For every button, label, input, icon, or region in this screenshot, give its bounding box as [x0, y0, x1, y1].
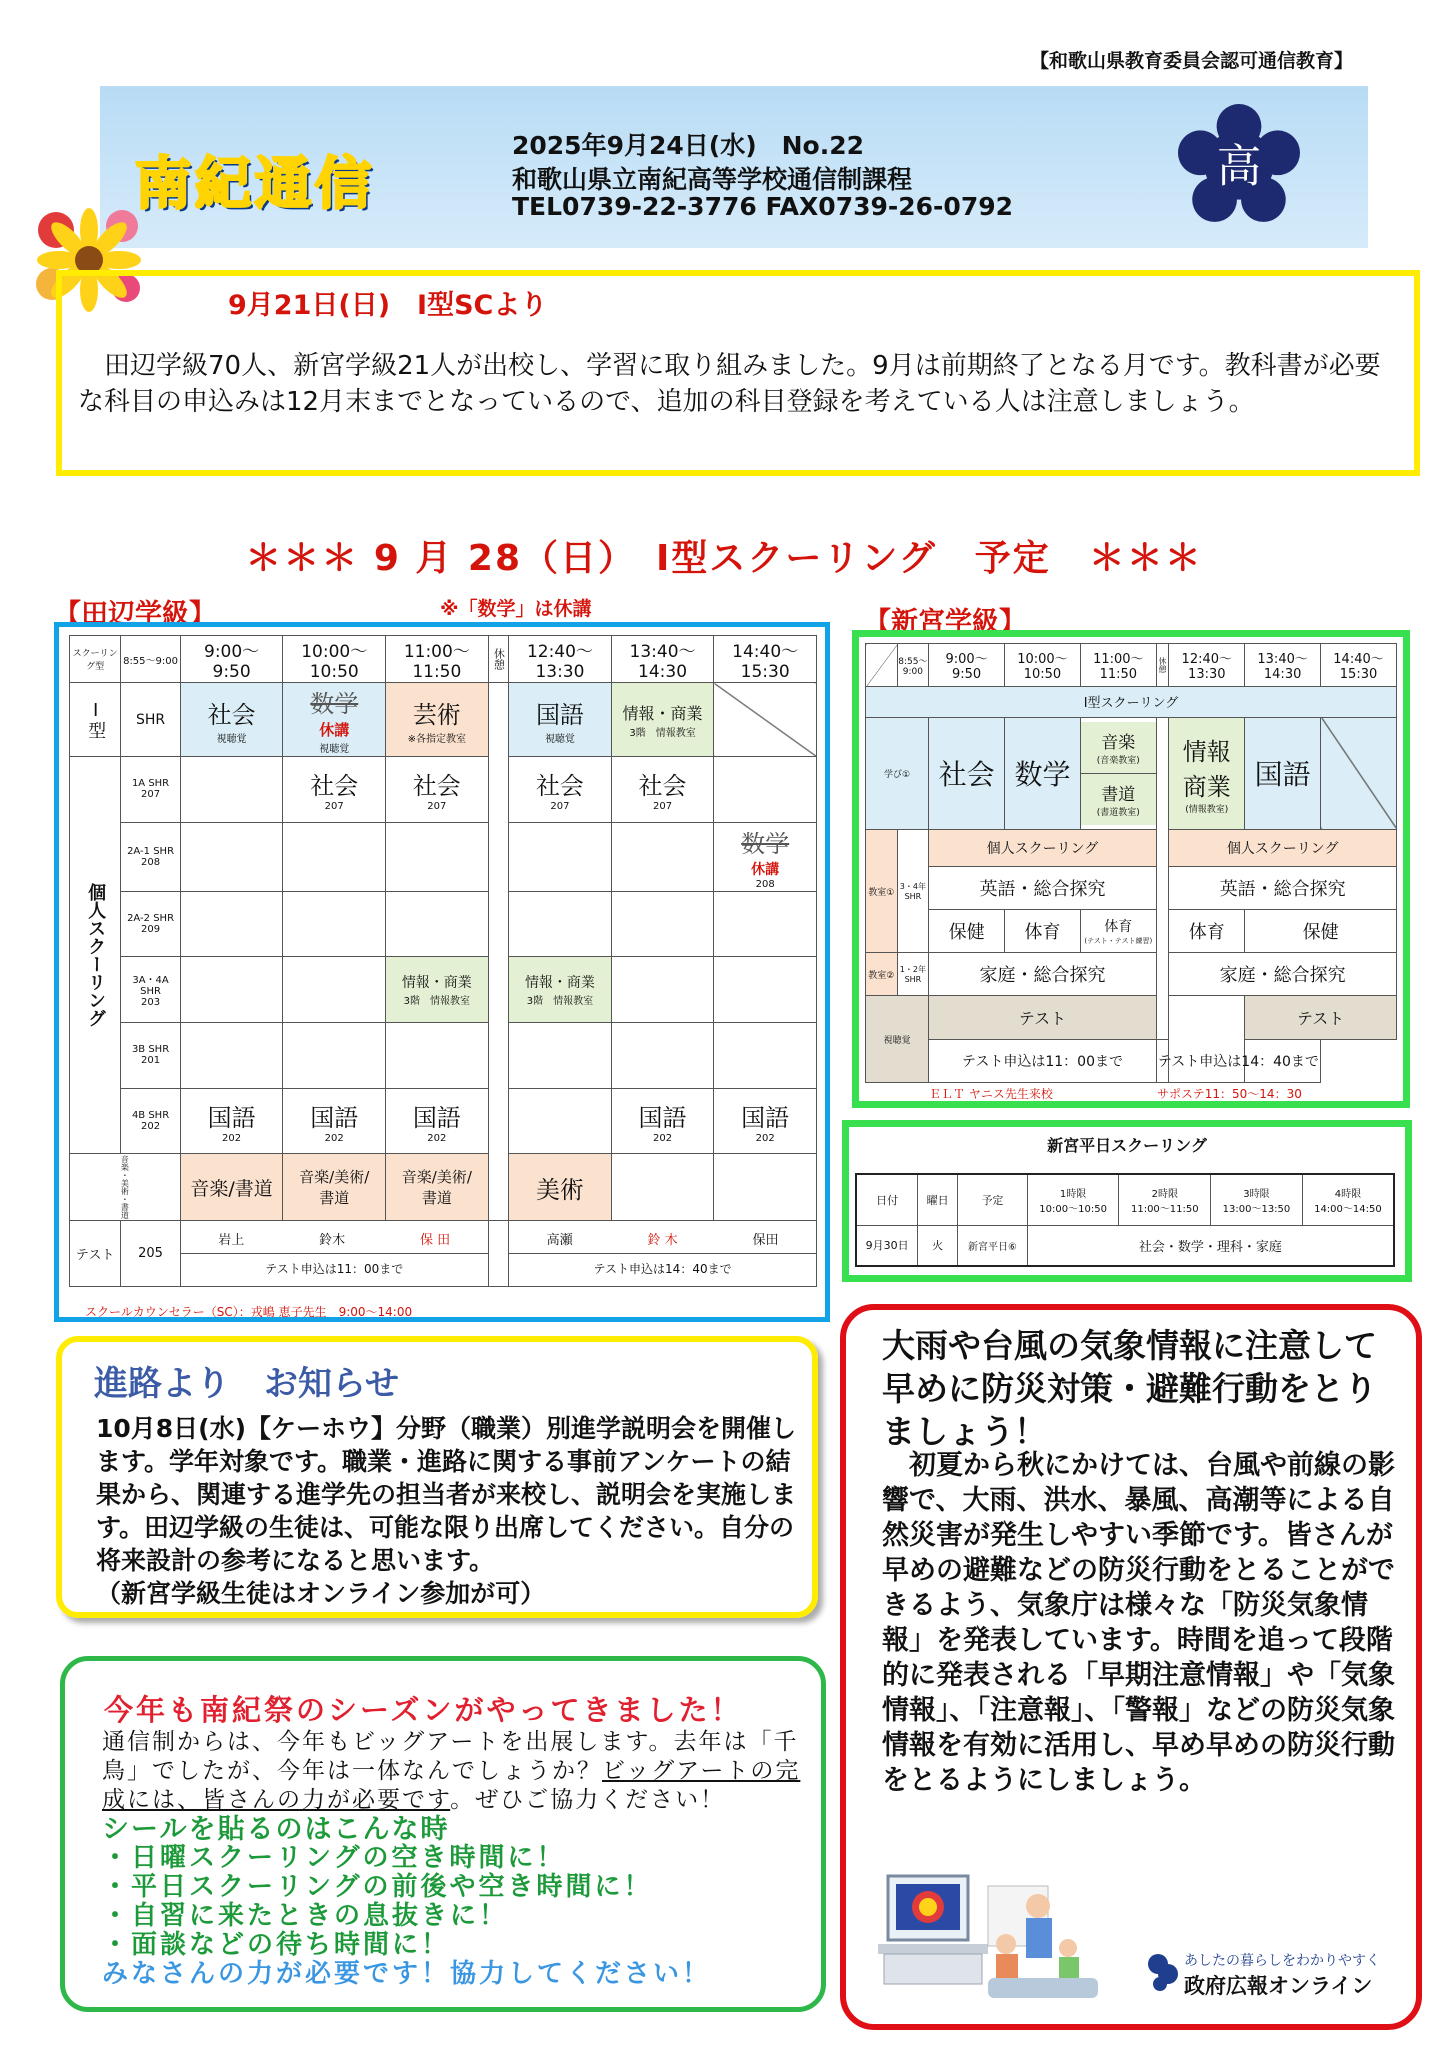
weekday-plan: 新宮平日⑥	[958, 1225, 1028, 1266]
festival-body-underline: ビッグアートの完成には、皆さんの力が必要です	[102, 1758, 801, 1813]
shingu-music-calligraphy: 音楽 (音楽教室) 書道 (書道教室)	[1080, 717, 1156, 829]
weekday-h-p1: 1時限 10:00～10:50	[1027, 1174, 1119, 1225]
shingu-home-am: 家庭・総合探究	[929, 953, 1157, 996]
shingu-type1-header: Ⅰ型スクーリング	[866, 687, 1397, 717]
authorization-label: 【和歌山県教育委員会認可通信教育】	[1030, 50, 1354, 72]
tanabe-arts-p4: 美術	[509, 1154, 612, 1221]
shingu-break: 休憩	[1156, 644, 1169, 687]
shingu-period-4: 12:40～ 13:30	[1169, 644, 1245, 687]
tanabe-period-3: 11:00～ 11:50	[386, 636, 489, 683]
weekday-title: 新宮平日スクーリング	[1047, 1136, 1207, 1155]
shingu-health-pm: 保健	[1245, 909, 1397, 952]
tanabe-t1-arts: 芸術 ※各指定教室	[386, 683, 489, 757]
tanabe-period-5: 13:40～ 14:30	[611, 636, 714, 683]
tanabe-break: 休憩	[488, 636, 509, 683]
gov-pr-logo-icon	[1146, 1952, 1180, 1992]
contact-info: TEL0739-22-3776 FAX0739-26-0792	[512, 192, 1014, 221]
tanabe-counselor-note: スクールカウンセラー（SC）：戎嶋 恵子先生 9:00～14:00	[85, 1305, 413, 1319]
tanabe-label: 【田辺学級】	[54, 599, 216, 630]
tanabe-test-label: テスト	[70, 1221, 121, 1287]
shingu-table	[865, 643, 1397, 1083]
tanabe-3a-info: 情報・商業 3階 情報教室	[386, 957, 489, 1023]
weekday-h-date: 日付	[856, 1174, 918, 1225]
shingu-pe-am: 体育	[1005, 909, 1081, 952]
shingu-test-am: テスト	[929, 996, 1157, 1039]
shingu-support-note: サポステ11：50～14：30	[1157, 1087, 1302, 1101]
tanabe-t1-japanese: 国語 視聴覚	[509, 683, 612, 757]
weekday-frame	[842, 1120, 1412, 1282]
disaster-body: 初夏から秋にかけては、台風や前線の影響で、大雨、洪水、暴風、高潮等による自然災害が発生しやすい季節です。皆さんが早めの避難などの防災行動をとることができるよう、気象庁は様々な「防災気象情報」を発表しています。時間を追って段階的に発表される「早期注意情報」や「気象情報」、「注意報」、「警報」などの防災気象情報を有効に活用し、早め早めの防災行動をとるようにしましょう。	[882, 1450, 1395, 1796]
tanabe-t1-social: 社会 視聴覚	[180, 683, 283, 757]
festival-list-item: ・面談などの待ち時間に！	[102, 1930, 451, 1960]
school-emblem-icon	[1178, 104, 1300, 226]
shingu-personal-pm: 個人スクーリング	[1169, 829, 1397, 866]
tanabe-type1-label: Ⅰ型	[70, 683, 121, 757]
shingu-head-time: 8:55～9:00	[897, 644, 929, 687]
shingu-period-1: 9:00～ 9:50	[929, 644, 1005, 687]
shingu-room2: 教室②	[866, 953, 898, 996]
tanabe-1a-p5: 社会 207	[611, 757, 714, 823]
tanabe-1a-p3: 社会 207	[386, 757, 489, 823]
tanabe-period-4: 12:40～ 13:30	[509, 636, 612, 683]
shingu-period-2: 10:00～ 10:50	[1005, 644, 1081, 687]
career-body: 10月8日(水)【ケーホウ】分野（職業）別進学説明会を開催します。学年対象です。職業・進路に関する事前アンケートの結果から、関連する進学先の担当者が来校し、説明会を実施します。田辺学級の生徒は、可能な限り出席してください。自分の将来設計の参考になると思います。 （新宮学級生徒はオンライン参加が可）	[96, 1414, 797, 1608]
shingu-label: 【新宮学級】	[864, 607, 1026, 638]
shingu-pe-test: 体育 (テスト・テスト練習)	[1080, 909, 1156, 952]
festival-body	[102, 1728, 808, 1989]
career-title: 進路より お知らせ	[94, 1364, 399, 1404]
school-name: 和歌山県立南紀高等学校通信制課程	[512, 165, 913, 194]
tanabe-test-am: 岩上 鈴木 保 田 テスト申込は11：00まで	[180, 1221, 488, 1287]
shingu-pe-pm: 体育	[1169, 909, 1245, 952]
tanabe-test-pm: 高瀬 鈴 木 保田 テスト申込は14：40まで	[509, 1221, 817, 1287]
tanabe-4b-p3: 国語 202	[386, 1088, 489, 1154]
tanabe-arts-p1: 音楽/書道	[180, 1154, 283, 1221]
tanabe-class-1a: 1A SHR 207	[121, 757, 181, 823]
gov-pr-tagline: あしたの暮らしをわかりやすく	[1184, 1953, 1380, 1969]
emblem-char: 高	[1216, 139, 1262, 193]
shingu-elt-note: ＥＬＴ ヤニス先生来校	[929, 1087, 1053, 1101]
weekday-h-p2: 2時限 11:00～11:50	[1119, 1174, 1211, 1225]
shingu-av-room: 視聴覚	[866, 996, 929, 1083]
festival-body-1: 通信制からは、今年もビッグアートを出展します。去年は「千鳥」でしたが、今年は一体なんでしょうか？	[102, 1729, 799, 1784]
schedule-title: ＊＊＊ 9 月 28（日） Ⅰ型スクーリング 予定 ＊＊＊	[245, 538, 1203, 579]
festival-list-item: ・平日スクーリングの前後や空き時間に！	[102, 1872, 653, 1902]
sc-report-body: 田辺学級70人、新宮学級21人が出校し、学習に取り組みました。9月は前期終了となる月です。教科書が必要な科目の申込みは12月末までとなっているので、追加の科目登録を考えている人は注意しましょう。	[78, 351, 1381, 417]
tanabe-period-2: 10:00～ 10:50	[283, 636, 386, 683]
shingu-eng-pm: 英語・総合探究	[1169, 866, 1397, 909]
weekday-h-p3: 3時限 13:00～13:50	[1211, 1174, 1303, 1225]
shingu-test-pm: テスト	[1245, 996, 1397, 1039]
shingu-grade34: 3・4年 SHR	[897, 829, 929, 952]
weekday-day: 火	[918, 1225, 958, 1266]
tanabe-period-6: 14:40～ 15:30	[714, 636, 817, 683]
tanabe-test-room: 205	[121, 1221, 181, 1287]
tanabe-frame	[54, 622, 830, 1322]
shingu-manabi-label: 学び①	[866, 717, 929, 829]
shingu-room1: 教室①	[866, 829, 898, 952]
festival-closing: みなさんの力が必要です！協力してください！	[102, 1959, 712, 1989]
tanabe-class-2a1: 2A-1 SHR 208	[121, 822, 181, 891]
tanabe-arts-label: 音楽・美術・書道	[70, 1154, 181, 1221]
shingu-social: 社会	[929, 717, 1005, 829]
tanabe-t1-info: 情報・商業 3階 情報教室	[611, 683, 714, 757]
tanabe-2a1-math-cancelled: 数学 休講 208	[714, 822, 817, 891]
tanabe-1a-p2: 社会 207	[283, 757, 386, 823]
shingu-grade12: 1・2年 SHR	[897, 953, 929, 996]
tanabe-class-4b: 4B SHR 202	[121, 1088, 181, 1154]
tanabe-4b-p6: 国語 202	[714, 1088, 817, 1154]
tanabe-4b-p5: 国語 202	[611, 1088, 714, 1154]
tanabe-table	[69, 635, 817, 1287]
shingu-test-deadline-pm: テスト申込は14：40まで	[1156, 1039, 1320, 1082]
tanabe-period-1: 9:00～ 9:50	[180, 636, 283, 683]
shingu-test-deadline-am: テスト申込は11：00まで	[929, 1039, 1157, 1082]
shingu-period-6: 14:40～ 15:30	[1321, 644, 1397, 687]
tanabe-4b-p2: 国語 202	[283, 1088, 386, 1154]
festival-body-2: 。ぜひご協力ください！	[450, 1787, 726, 1813]
shingu-period-5: 13:40～ 14:30	[1245, 644, 1321, 687]
festival-title: 今年も南紀祭のシーズンがやってきました！	[104, 1693, 743, 1727]
family-watching-tv-illustration	[878, 1866, 1108, 2006]
weekday-h-day: 曜日	[918, 1174, 958, 1225]
gov-pr-name: 政府広報オンライン	[1184, 1974, 1373, 1998]
sc-report-title: 9月21日(日) Ⅰ型SCより	[228, 290, 548, 321]
shingu-period-3: 11:00～ 11:50	[1080, 644, 1156, 687]
issue-date: 2025年9月24日(水) No.22	[512, 131, 865, 160]
tanabe-head-type: スクーリング型	[70, 636, 121, 683]
shingu-info: 情報 商業 (情報教室)	[1169, 717, 1245, 829]
tanabe-4b-p1: 国語 202	[180, 1088, 283, 1154]
weekday-subjects: 社会・数学・理科・家庭	[1027, 1225, 1394, 1266]
newsletter-logo: 南紀通信	[135, 152, 375, 217]
weekday-date: 9月30日	[856, 1225, 918, 1266]
tanabe-head-shrtime: 8:55～9:00	[121, 636, 181, 683]
weekday-h-p4: 4時限 14:00～14:50	[1302, 1174, 1394, 1225]
tanabe-personal-label: 個人スクーリング	[70, 757, 121, 1154]
disaster-title: 大雨や台風の気象情報に注意して早めに防災対策・避難行動をとりましょう！	[882, 1326, 1377, 1451]
shingu-frame	[852, 630, 1410, 1108]
tanabe-arts-p3: 音楽/美術/ 書道	[386, 1154, 489, 1221]
tanabe-class-3b: 3B SHR 201	[121, 1023, 181, 1089]
shingu-personal-am: 個人スクーリング	[929, 829, 1157, 866]
tanabe-shr: SHR	[121, 683, 181, 757]
tanabe-class-3a4a: 3A・4A SHR 203	[121, 957, 181, 1023]
shingu-japanese: 国語	[1245, 717, 1321, 829]
shingu-home-pm: 家庭・総合探究	[1169, 953, 1397, 996]
festival-list-item: ・自習に来たときの息抜きに！	[102, 1901, 509, 1931]
tanabe-3a-info-pm: 情報・商業 3階 情報教室	[509, 957, 612, 1023]
tanabe-1a-p4: 社会 207	[509, 757, 612, 823]
weekday-table	[855, 1173, 1395, 1267]
tanabe-class-2a2: 2A-2 SHR 209	[121, 891, 181, 957]
shingu-math: 数学	[1005, 717, 1081, 829]
tanabe-t1-math-cancelled: 数学 休講 視聴覚	[283, 683, 386, 757]
tanabe-note: ※「数学」は休講	[440, 598, 592, 620]
festival-list-item: ・日曜スクーリングの空き時間に！	[102, 1843, 566, 1873]
shingu-eng-am: 英語・総合探究	[929, 866, 1157, 909]
tanabe-arts-p2: 音楽/美術/ 書道	[283, 1154, 386, 1221]
weekday-h-plan: 予定	[958, 1174, 1028, 1225]
shingu-health-am: 保健	[929, 909, 1005, 952]
festival-sub: シールを貼るのはこんな時	[102, 1814, 450, 1845]
